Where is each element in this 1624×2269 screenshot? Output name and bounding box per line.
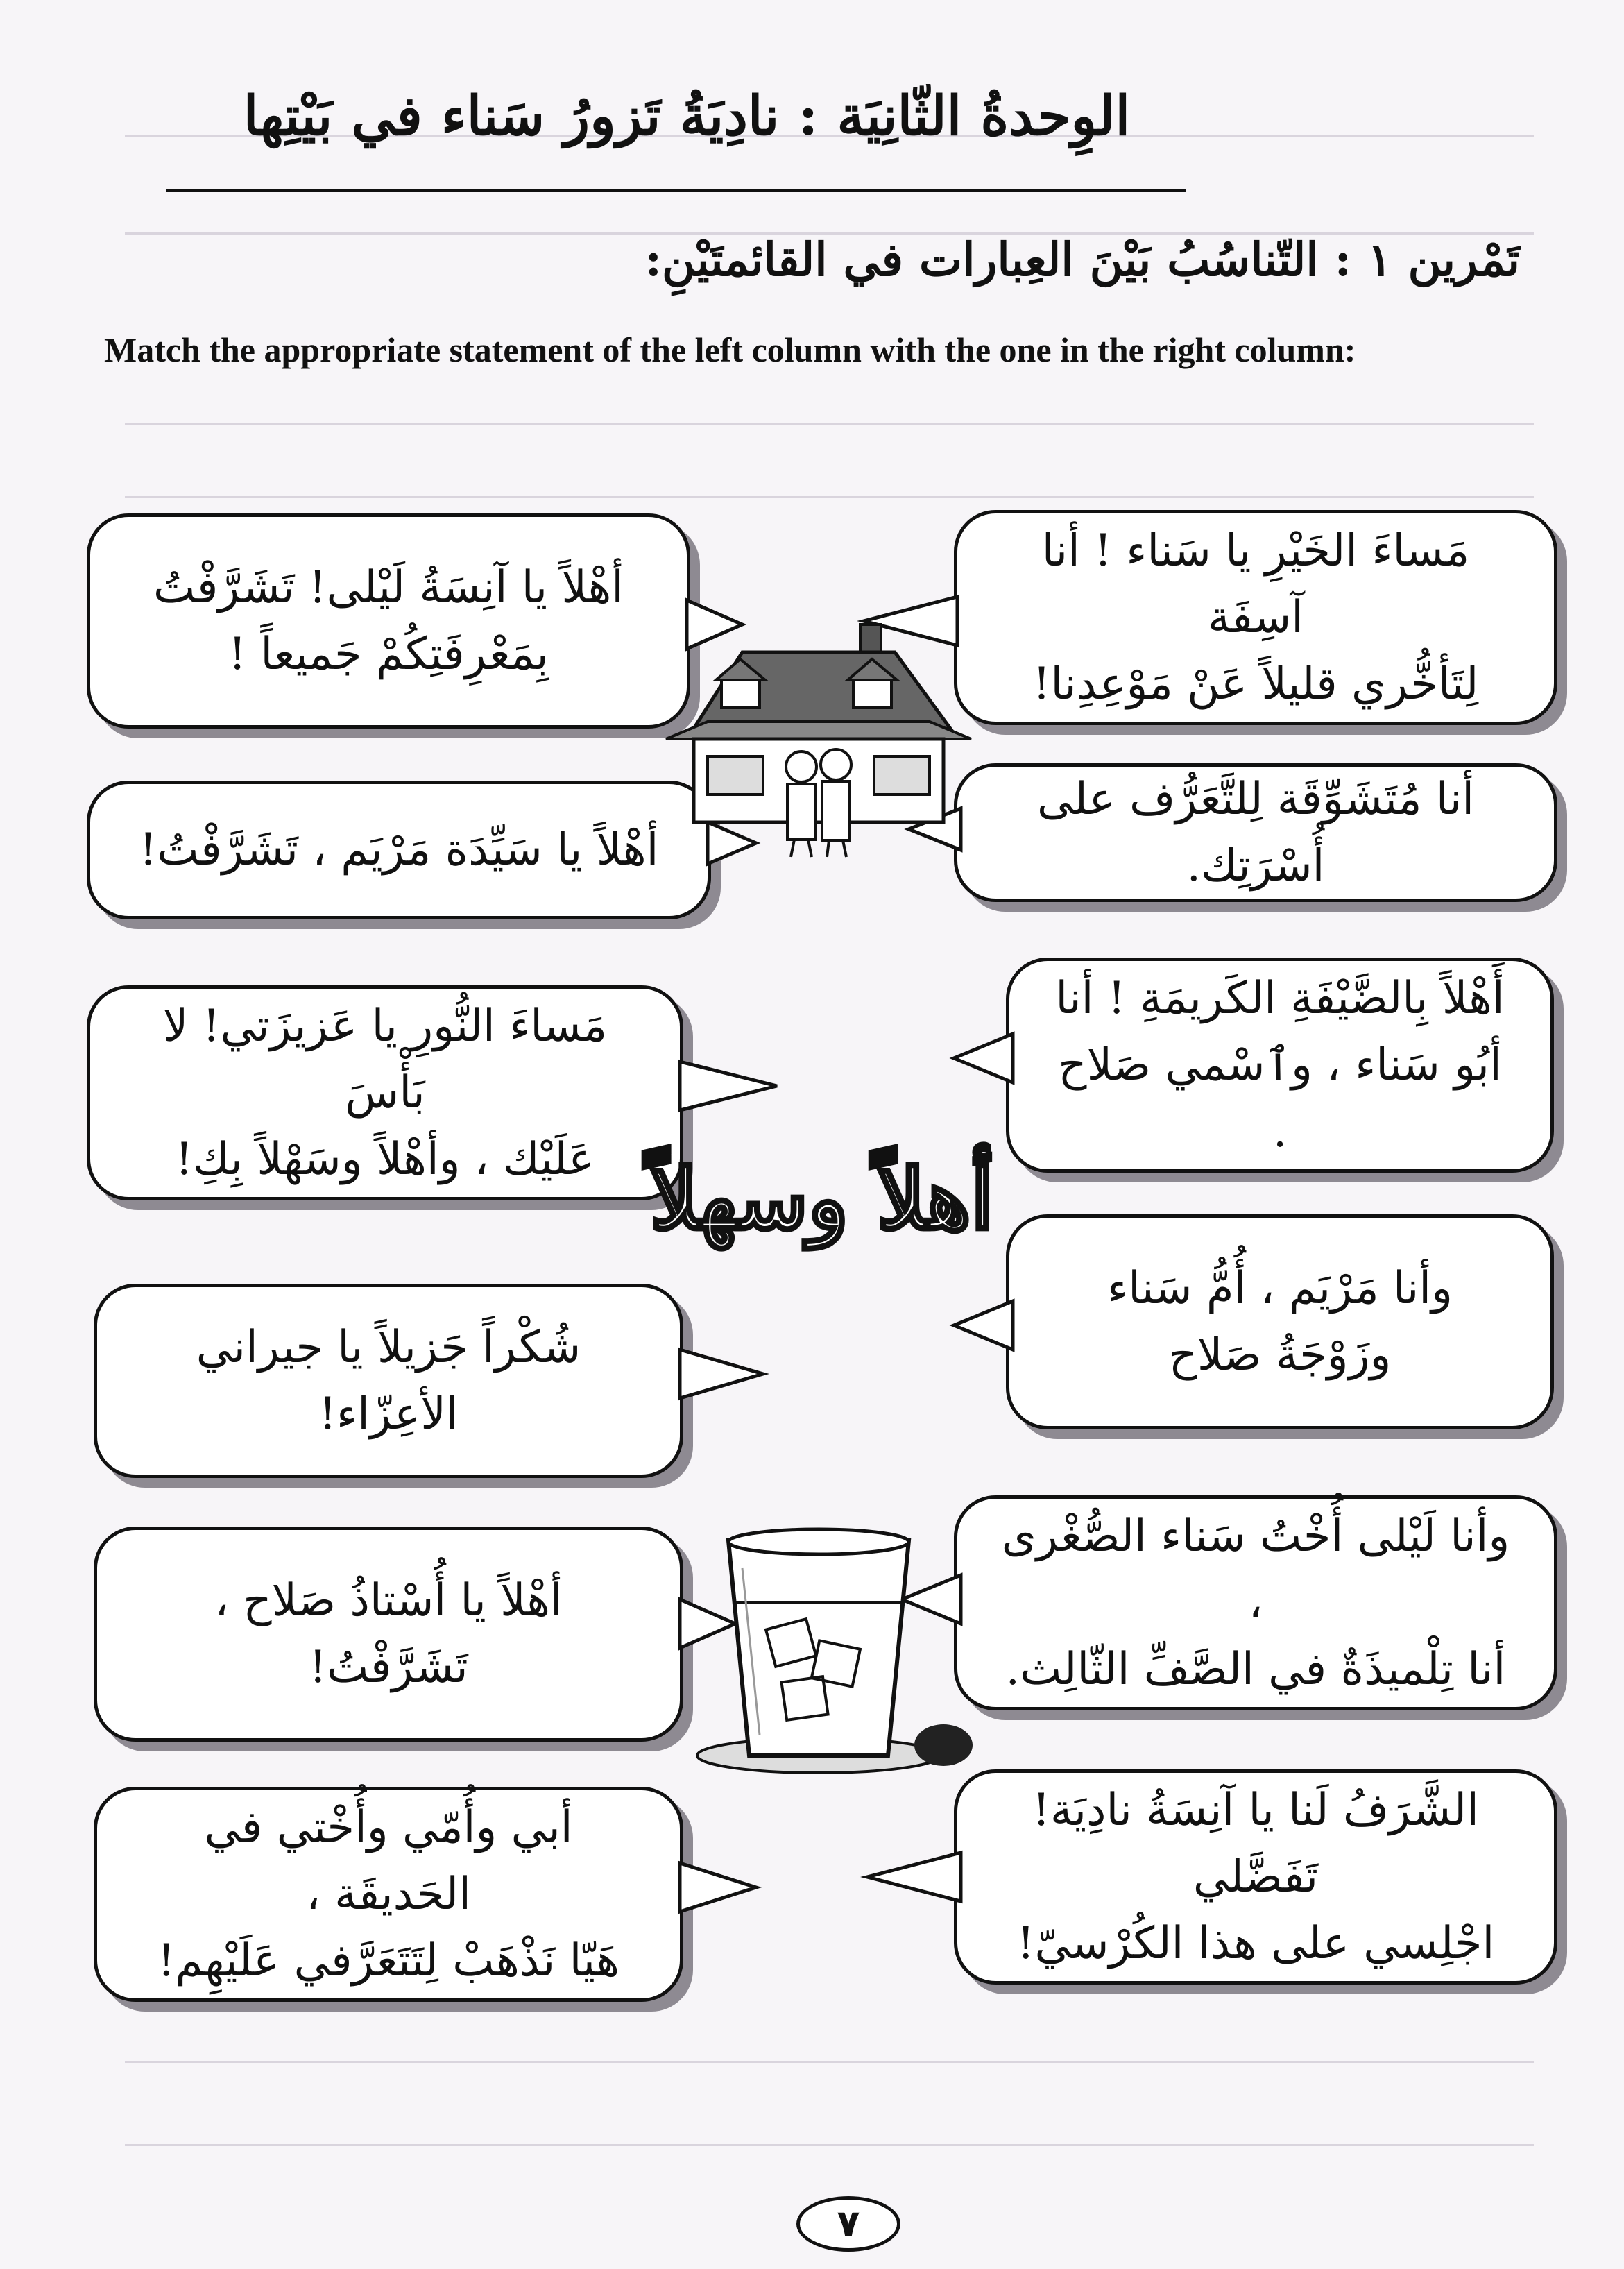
right-bubble-1 — [954, 510, 1557, 725]
left-bubble-6 — [94, 1787, 683, 2002]
bubble-tail — [954, 1298, 1016, 1353]
ghost-line — [125, 2061, 1534, 2063]
left-bubble-1 — [87, 513, 690, 729]
bubble-tail — [867, 1849, 964, 1905]
house-icon — [666, 611, 971, 860]
right-bubble-4-text: وأنا مَرْيَم ، أُمُّ سَناء وزَوْجَةُ صَلاح — [1107, 1263, 1453, 1381]
welcome-text: أهلاً وسهلاً — [650, 1150, 994, 1248]
right-bubble-1-text: مَساءَ الخَيْرِ يا سَناء ! أنا آسِفَة لِتَأخُّري قليلاً عَنْ مَوْعِدِنا! — [1032, 525, 1479, 710]
left-bubble-2 — [87, 781, 711, 919]
left-bubble-1-text: أهْلاً يا آنِسَةُ لَيْلى! تَشَرَّفْتُ بِمَعْرِفَتِكُمْ جَميعاً ! — [153, 562, 624, 680]
title-underline — [166, 189, 1186, 192]
left-bubble-4 — [94, 1284, 683, 1478]
left-bubble-5-text: أهْلاً يا أُسْتاذُ صَلاح ، تَشَرَّفْتُ! — [214, 1575, 563, 1693]
exercise-title: تَمْرين ١ : التّناسُبُ بَيْنَ العِبارات في القائمتَيْنِ: — [644, 232, 1520, 287]
right-bubble-2-text: أنا مُتَشَوِّقَة لِلتَّعَرُّف على أُسْرَتِك. — [1036, 774, 1475, 892]
welcome-calligraphy — [650, 1124, 994, 1291]
right-bubble-4 — [1006, 1214, 1554, 1429]
bubble-tail — [676, 1860, 760, 1915]
bubble-tail — [676, 1058, 780, 1114]
ghost-line — [125, 2144, 1534, 2146]
right-bubble-5 — [954, 1495, 1557, 1710]
ghost-line — [125, 423, 1534, 425]
bubble-tail — [676, 1346, 767, 1402]
right-bubble-3 — [1006, 958, 1554, 1173]
ghost-line — [125, 496, 1534, 498]
left-bubble-6-text: أبي وأُمّي وأُخْتي في الحَديقَة ، هَيّا نَذْهَبْ لِتَتَعَرَّفي عَلَيْهِم! — [157, 1802, 620, 1987]
left-bubble-4-text: شُكْراً جَزيلاً يا جيراني الأعِزّاء! — [196, 1322, 581, 1440]
right-bubble-5-text: وأنا لَيْلى أُخْتُ سَناء الصُّغْرى ، أنا تِلْميذَةٌ في الصَّفِّ الثّالِث. — [1001, 1511, 1510, 1695]
bubble-tail — [954, 1030, 1016, 1086]
page-number: ٧ — [796, 2196, 900, 2252]
left-bubble-5 — [94, 1527, 683, 1742]
left-bubble-3-text: مَساءَ النُّورِ يا عَزيزَتي! لا بَأْسَ عَلَيْك ، وأهْلاً وسَهْلاً بِكِ! — [162, 1001, 608, 1185]
right-bubble-6-text: الشَّرَفُ لَنا يا آنِسَةُ نادِيَة! تَفَضَّلي اجْلِسي على هذا الكُرْسيّ! — [1016, 1785, 1495, 1969]
instruction-text: Match the appropriate statement of the left column with the one in the right column: — [104, 330, 1356, 369]
right-bubble-6 — [954, 1769, 1557, 1985]
left-bubble-3 — [87, 985, 683, 1200]
page-title: الوِحدةُ الثّانِيَة : نادِيَةُ تَزورُ سَناء في بَيْتِها — [243, 85, 1131, 148]
left-bubble-2-text: أهْلاً يا سَيِّدَة مَرْيَم ، تَشَرَّفْتُ! — [139, 824, 659, 876]
right-bubble-2 — [954, 763, 1557, 902]
right-bubble-3-text: أَهْلاً بِالضَّيْفَةِ الكَريمَةِ ! أنا أبُو سَناء ، وٱسْمي صَلاح . — [1055, 973, 1505, 1157]
glass-icon — [694, 1527, 985, 1776]
